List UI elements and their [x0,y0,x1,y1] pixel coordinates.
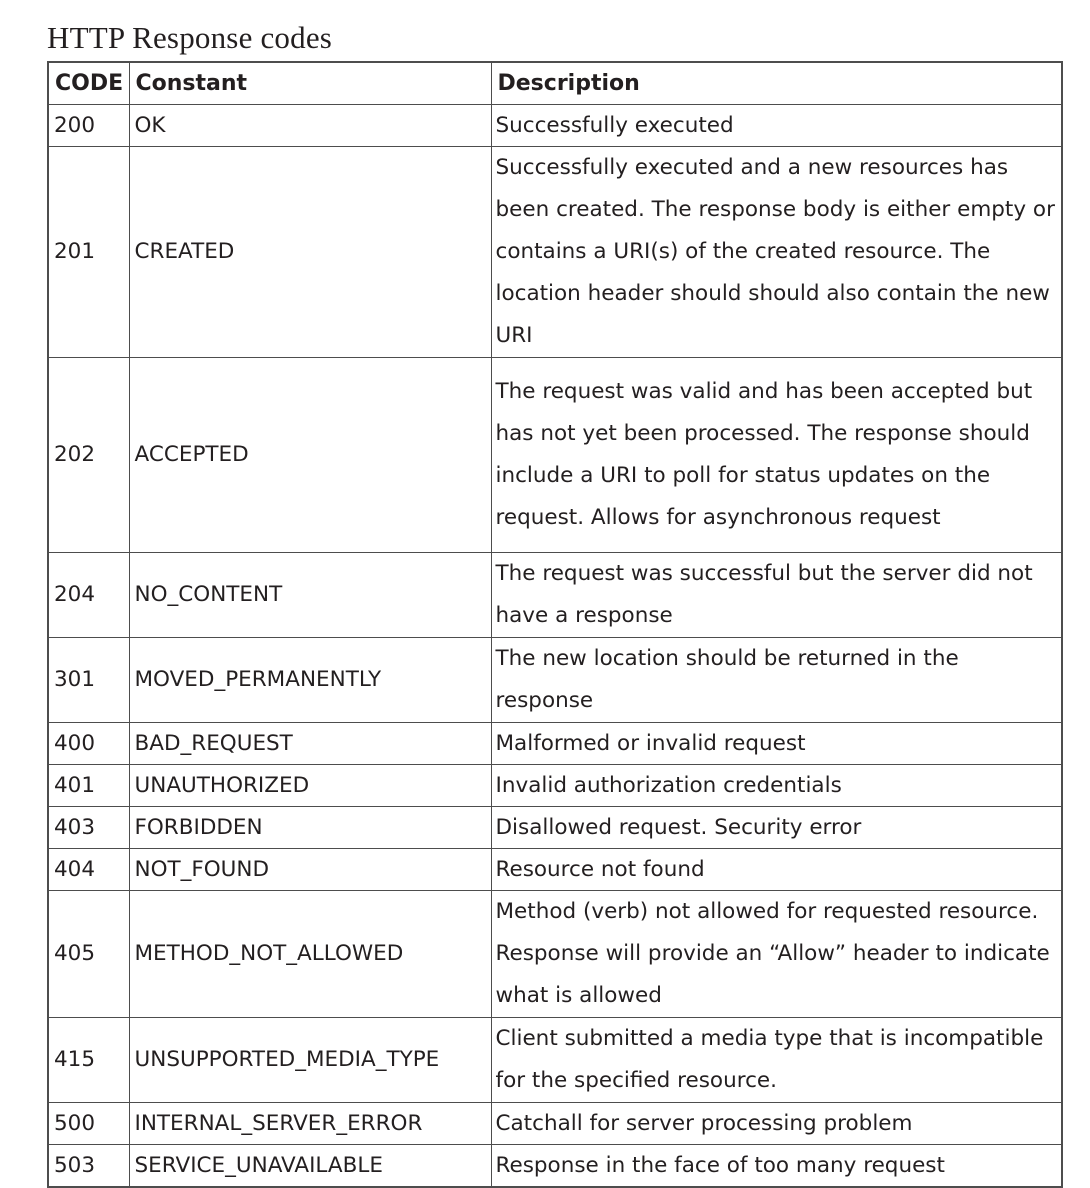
cell-description [491,849,1062,891]
cell-constant [129,765,491,807]
cell-constant [129,553,491,638]
cell-description [491,891,1062,1018]
cell-code-text: 301 [54,667,96,692]
cell-constant [129,105,491,147]
cell-code-text: 503 [54,1152,96,1178]
table-row [48,147,1062,358]
column-header-code-label: CODE [55,70,124,96]
cell-description [491,147,1062,358]
table-row [48,849,1062,891]
cell-code-text: 201 [54,239,96,264]
cell-code [48,638,129,723]
cell-description-text: Method (verb) not allowed for requested resource. Response will provide an “Allow” header to indicate what is allowed [495,899,1050,1008]
cell-code-text: 202 [54,442,96,467]
cell-constant-text: UNAUTHORIZED [134,772,310,798]
cell-description-text: The new location should be returned in the response [495,646,959,713]
table-row [48,1018,1062,1103]
cell-code-text: 200 [54,112,96,138]
table-row [48,1145,1062,1188]
column-header-description [491,62,1062,105]
cell-constant [129,1103,491,1145]
cell-description [491,807,1062,849]
cell-code [48,1018,129,1103]
column-header-code [48,62,129,105]
table-row [48,638,1062,723]
table-header-row [48,62,1062,105]
cell-description [491,1145,1062,1188]
cell-constant-text: ACCEPTED [134,442,249,467]
cell-description-text: Resource not found [495,856,705,882]
cell-constant-text: SERVICE_UNAVAILABLE [134,1152,383,1178]
cell-constant-text: UNSUPPORTED_MEDIA_TYPE [134,1047,440,1072]
table-body [48,105,1062,1188]
cell-constant [129,358,491,553]
cell-code [48,891,129,1018]
cell-constant [129,723,491,765]
cell-code-text: 404 [54,856,96,882]
cell-constant-text: NOT_FOUND [134,856,270,882]
cell-description-text: Successfully executed [495,112,734,138]
cell-description-text: Catchall for server processing problem [495,1110,913,1136]
column-header-constant-label: Constant [135,70,248,96]
http-response-codes-table [47,61,1063,1188]
cell-code [48,765,129,807]
column-header-constant [129,62,491,105]
cell-constant-text: CREATED [134,239,235,264]
cell-description [491,638,1062,723]
cell-constant-text: NO_CONTENT [134,582,283,607]
cell-description [491,1018,1062,1103]
cell-description-text: Disallowed request. Security error [495,814,862,840]
cell-constant [129,638,491,723]
cell-constant-text: INTERNAL_SERVER_ERROR [134,1110,423,1136]
page-title: HTTP Response codes [47,20,333,55]
cell-description [491,1103,1062,1145]
cell-constant-text: OK [134,112,166,138]
table-row [48,765,1062,807]
table-row [48,807,1062,849]
cell-constant [129,1145,491,1188]
cell-description [491,723,1062,765]
cell-code [48,147,129,358]
cell-constant-text: MOVED_PERMANENTLY [134,667,382,692]
cell-code [48,807,129,849]
cell-constant [129,891,491,1018]
cell-constant [129,849,491,891]
cell-code [48,358,129,553]
table-row [48,1103,1062,1145]
cell-description [491,105,1062,147]
cell-description [491,765,1062,807]
column-header-description-label: Description [497,70,640,96]
table-row [48,723,1062,765]
cell-description [491,553,1062,638]
cell-constant-text: FORBIDDEN [134,814,263,840]
cell-description-text: Invalid authorization credentials [495,772,842,798]
cell-constant [129,807,491,849]
cell-code-text: 415 [54,1047,96,1072]
cell-code-text: 403 [54,814,96,840]
cell-constant [129,147,491,358]
cell-description-text: Successfully executed and a new resources has been created. The response body is either empty or contains a URI(s) of the created resource. The location header should should also contain the new URI [495,155,1055,348]
cell-description-text: Response in the face of too many request [495,1152,945,1178]
cell-constant-text: BAD_REQUEST [134,730,293,756]
cell-description [491,358,1062,553]
cell-code-text: 400 [54,730,96,756]
table-row [48,358,1062,553]
table-row [48,891,1062,1018]
cell-constant-text: METHOD_NOT_ALLOWED [134,941,404,966]
table-row [48,105,1062,147]
cell-code-text: 401 [54,772,96,798]
cell-code-text: 405 [54,941,96,966]
table-header [48,62,1062,105]
cell-code [48,1103,129,1145]
cell-code [48,1145,129,1188]
cell-constant [129,1018,491,1103]
cell-code-text: 500 [54,1110,96,1136]
cell-code [48,105,129,147]
cell-code [48,723,129,765]
cell-description-text: Malformed or invalid request [495,730,806,756]
cell-description-text: The request was valid and has been accepted but has not yet been processed. The response should include a URI to poll for status updates on the request. Allows for asynchronous request [495,379,1033,530]
cell-code-text: 204 [54,582,96,607]
cell-description-text: Client submitted a media type that is incompatible for the specified resource. [495,1026,1044,1093]
cell-code [48,849,129,891]
cell-description-text: The request was successful but the server did not have a response [495,561,1033,628]
cell-code [48,553,129,638]
table-row [48,553,1062,638]
